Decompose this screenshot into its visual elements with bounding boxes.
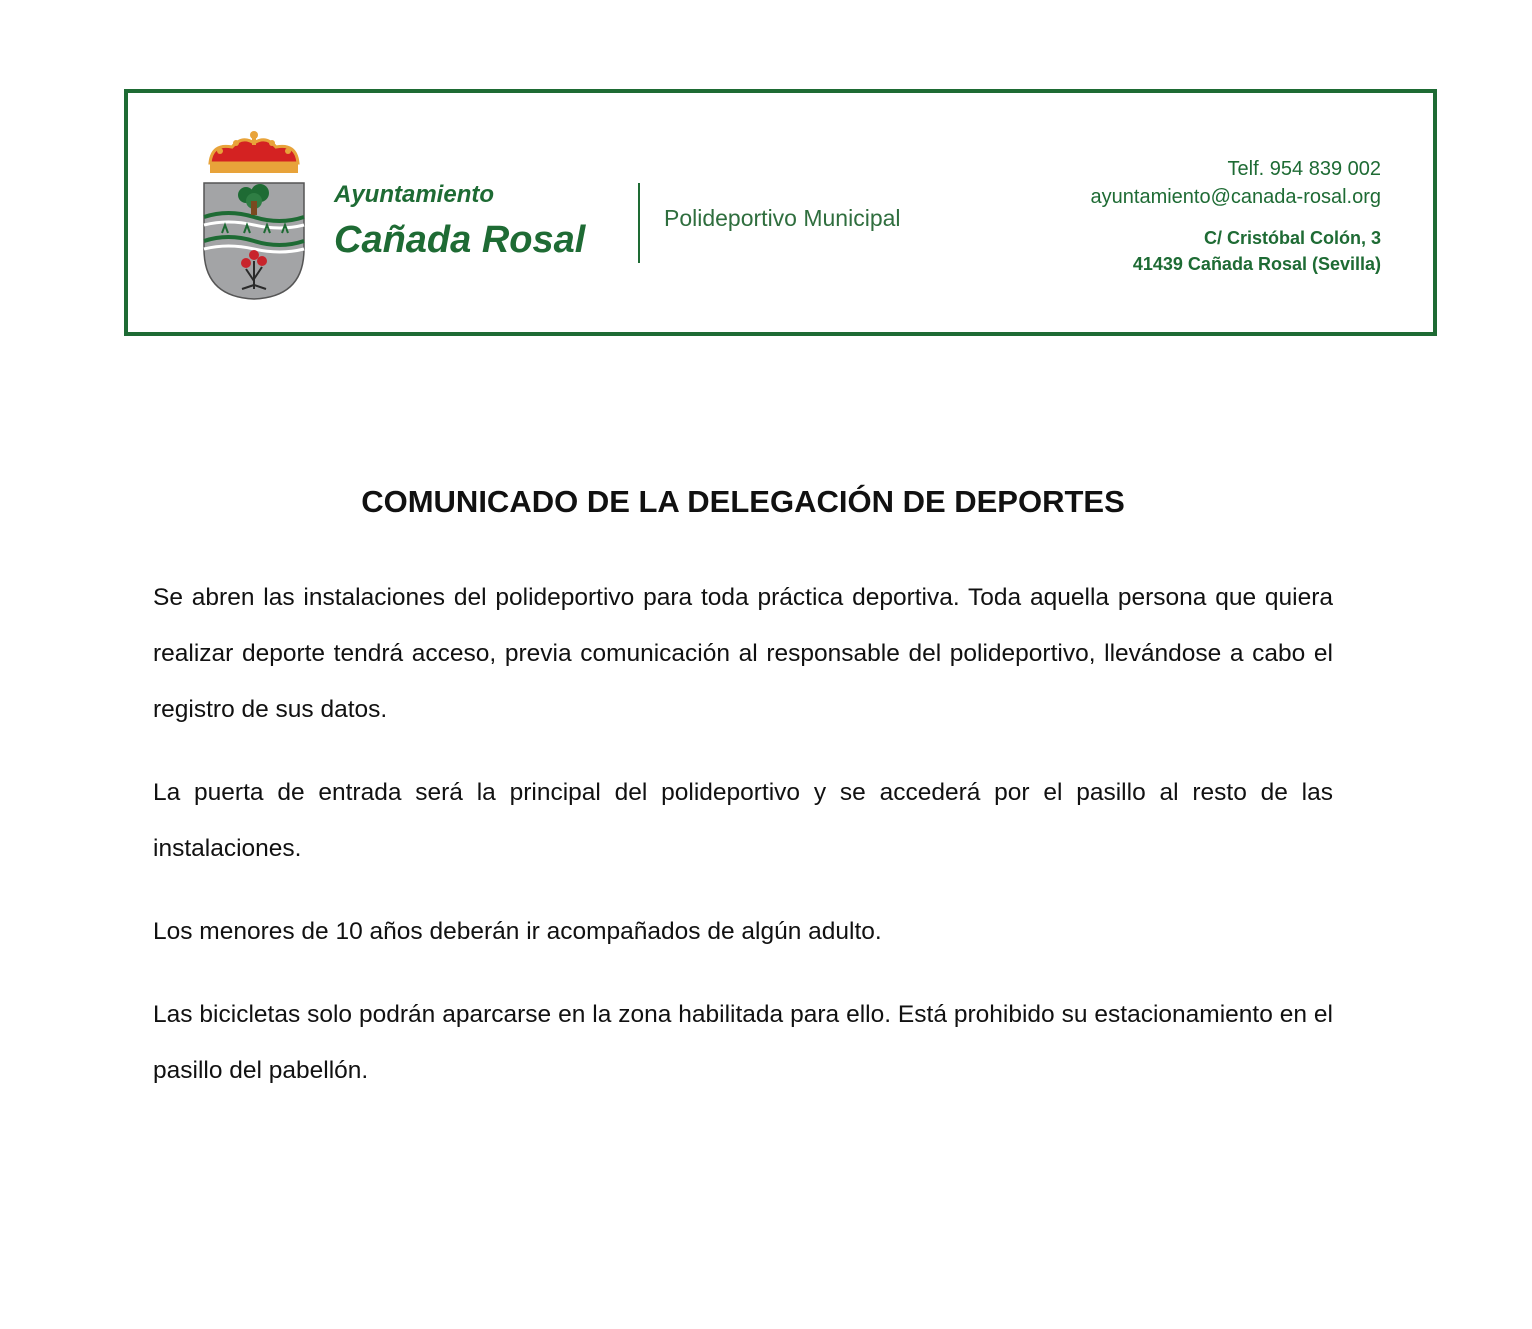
contact-spacer bbox=[1091, 211, 1381, 225]
coat-of-arms-logo bbox=[202, 129, 306, 301]
address-street: C/ Cristóbal Colón, 3 bbox=[1203, 228, 1381, 248]
paragraph-3: Los menores de 10 años deberán ir acompañados de algún adulto. bbox=[153, 918, 882, 945]
document-body bbox=[153, 570, 1333, 1126]
department-name: Polideportivo Municipal bbox=[664, 205, 901, 231]
letterhead bbox=[124, 89, 1437, 336]
contact-block bbox=[1091, 155, 1381, 277]
paragraph-4: Las bicicletas solo podrán aparcarse en la zona habilitada para ello. Está prohibido su estacionamiento en el pasillo del pabellón. bbox=[153, 1001, 1333, 1084]
email-address: ayuntamiento@canada-rosal.org bbox=[1090, 186, 1381, 208]
document-title: COMUNICADO DE LA DELEGACIÓN DE DEPORTES bbox=[361, 484, 1125, 519]
paragraph-2: La puerta de entrada será la principal del polideportivo y se accederá por el pasillo al resto de las instalaciones. bbox=[153, 779, 1333, 862]
phone-number: Telf. 954 839 002 bbox=[1227, 158, 1381, 180]
paragraph-1: Se abren las instalaciones del polideportivo para toda práctica deportiva. Toda aquella persona que quiera realizar deporte tendrá acceso, previa comunicación al responsable del polideportivo, llevándose a cabo el registro de sus datos. bbox=[153, 584, 1333, 723]
header-divider bbox=[638, 183, 640, 263]
org-name-line2: Cañada Rosal bbox=[334, 219, 586, 261]
address-city: 41439 Cañada Rosal (Sevilla) bbox=[1132, 254, 1381, 274]
org-name-line1: Ayuntamiento bbox=[334, 181, 495, 208]
